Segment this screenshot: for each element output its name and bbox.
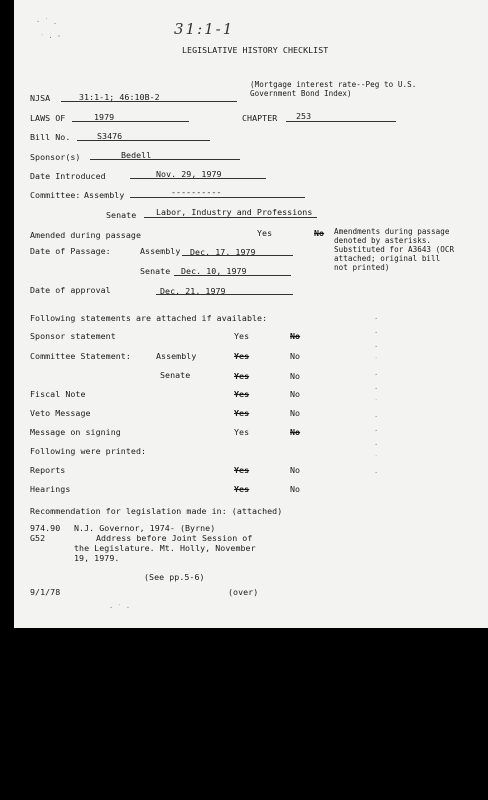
date-introduced-value: Nov. 29, 1979: [156, 169, 222, 179]
statement-yes-struck: Yes: [234, 351, 250, 361]
committee-senate-underline: [144, 217, 317, 218]
passage-senate-label: Senate: [140, 266, 171, 276]
reference-line-1: N.J. Governor, 1974- (Byrne): [74, 523, 216, 533]
subject-note-line-1: (Mortgage interest rate--Peg to U.S.: [250, 80, 417, 89]
date-introduced-underline: [130, 178, 266, 179]
passage-assembly-value: Dec. 17, 1979: [190, 247, 256, 257]
statement-yes-struck: Yes: [234, 408, 250, 418]
njsa-value: 31:1-1; 46:10B-2: [79, 92, 160, 102]
bill-no-value: S3476: [97, 131, 123, 141]
checklist-page: [14, 0, 488, 628]
committee-senate-label: Senate: [106, 210, 137, 220]
sponsors-value: Bedell: [121, 150, 152, 160]
date-of-passage-label: Date of Passage:: [30, 246, 111, 256]
statement-no: No: [290, 408, 301, 418]
date-of-approval-label: Date of approval: [30, 285, 111, 295]
statement-sub-label: Senate: [160, 370, 191, 380]
margin-specks: · · · ˙ · · ˙ · · · ˙ ·: [374, 315, 379, 477]
laws-of-label: LAWS OF: [30, 113, 66, 123]
amendments-note-line-4: attached; original bill: [334, 254, 441, 263]
reference-line-3: the Legislature. Mt. Holly, November: [74, 543, 256, 553]
reference-call-number-2: G52: [30, 533, 46, 543]
printed-no: No: [290, 484, 301, 494]
scan-speck: · ˙ ·: [109, 604, 131, 612]
njsa-label: NJSA: [30, 93, 51, 103]
statement-sub-label: Assembly: [156, 351, 197, 361]
bill-no-label: Bill No.: [30, 132, 71, 142]
following-attached-heading: Following statements are attached if available:: [30, 313, 268, 323]
bill-no-underline: [77, 140, 210, 141]
sponsors-underline: [90, 159, 240, 160]
see-pages-note: (See pp.5-6): [144, 572, 205, 582]
amended-no-struck: No: [314, 228, 325, 238]
amended-yes: Yes: [257, 228, 273, 238]
date-of-approval-value: Dec. 21, 1979: [160, 286, 226, 296]
subject-note-line-2: Government Bond Index): [250, 89, 352, 98]
date-introduced-label: Date Introduced: [30, 171, 106, 181]
njsa-underline: [61, 101, 237, 102]
amendments-note-line-3: Substituted for A3643 (OCR: [334, 245, 455, 254]
chapter-value: 253: [296, 111, 312, 121]
statement-no-struck: No: [290, 427, 301, 437]
statement-label: Fiscal Note: [30, 389, 86, 399]
statement-label: Committee Statement:: [30, 351, 131, 361]
chapter-label: CHAPTER: [242, 113, 278, 123]
statement-no: No: [290, 351, 301, 361]
footer-over: (over): [228, 587, 259, 597]
passage-assembly-underline: [182, 255, 293, 256]
committee-senate-value: Labor, Industry and Professions: [156, 207, 313, 217]
date-of-approval-underline: [156, 294, 293, 295]
printed-label: Hearings: [30, 484, 71, 494]
passage-senate-underline: [174, 275, 291, 276]
reference-line-4: 19, 1979.: [74, 553, 120, 563]
statement-yes: Yes: [234, 331, 250, 341]
statement-yes-struck: Yes: [234, 389, 250, 399]
chapter-underline: [286, 121, 396, 122]
sponsors-label: Sponsor(s): [30, 152, 81, 162]
reference-call-number-1: 974.90: [30, 523, 61, 533]
statement-yes: Yes: [234, 427, 250, 437]
statement-label: Message on signing: [30, 427, 121, 437]
scan-speck: · ˙ .: [36, 18, 58, 26]
amendments-note-line-2: denoted by asterisks.: [334, 236, 432, 245]
amendments-note-line-5: not printed): [334, 263, 390, 272]
amendments-note-line-1: Amendments during passage: [334, 227, 450, 236]
laws-of-value: 1979: [94, 112, 115, 122]
passage-assembly-label: Assembly: [140, 246, 181, 256]
committee-assembly-value: ----------: [171, 187, 222, 197]
amended-label: Amended during passage: [30, 230, 141, 240]
printed-label: Reports: [30, 465, 66, 475]
handwritten-number: 31:1-1: [174, 20, 235, 38]
laws-of-underline: [72, 121, 189, 122]
statement-label: Veto Message: [30, 408, 91, 418]
statement-no: No: [290, 371, 301, 381]
statement-label: Sponsor statement: [30, 331, 116, 341]
scan-speck: ˙ · ': [40, 34, 62, 42]
statement-no-struck: No: [290, 331, 301, 341]
printed-no: No: [290, 465, 301, 475]
passage-senate-value: Dec. 10, 1979: [181, 266, 247, 276]
printed-yes-struck: Yes: [234, 484, 250, 494]
printed-yes-struck: Yes: [234, 465, 250, 475]
committee-assembly-label: Assembly: [84, 190, 125, 200]
page-title: LEGISLATIVE HISTORY CHECKLIST: [182, 45, 329, 55]
footer-date: 9/1/78: [30, 587, 61, 597]
recommendation-line: Recommendation for legislation made in: (attached): [30, 506, 283, 516]
reference-line-2: Address before Joint Session of: [96, 533, 253, 543]
following-printed-heading: Following were printed:: [30, 446, 147, 456]
statement-no: No: [290, 389, 301, 399]
statement-yes-struck: Yes: [234, 371, 250, 381]
committee-assembly-underline: [130, 197, 305, 198]
committee-label: Committee:: [30, 190, 81, 200]
